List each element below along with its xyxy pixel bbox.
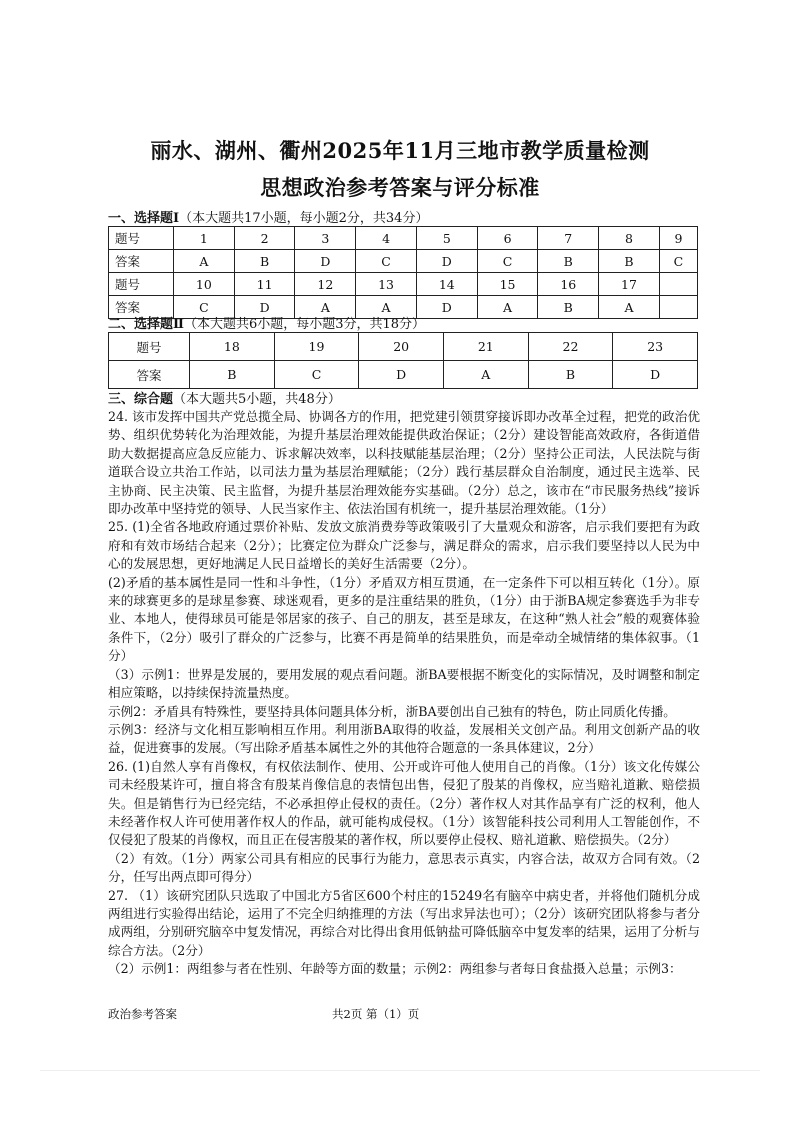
table-cell: 23	[613, 333, 698, 361]
table-cell: D	[234, 296, 295, 319]
table-cell: 8	[599, 227, 660, 250]
table-cell: 9	[659, 227, 697, 250]
row-label: 答案	[109, 250, 174, 273]
table-cell: 2	[234, 227, 295, 250]
table-cell: 13	[356, 273, 417, 296]
table-cell: A	[174, 250, 235, 273]
table-cell: A	[443, 361, 528, 389]
table-cell: B	[190, 361, 275, 389]
table-cell: B	[538, 296, 599, 319]
divider	[40, 1070, 760, 1071]
table-cell: 20	[359, 333, 444, 361]
answer-q26-2: （2）有效。（1分）两家公司具有相应的民事行为能力，意思表示真实，内容合法，故双方合同有效。（2分，任写出两点即可得分）	[108, 850, 700, 885]
table-cell: 21	[443, 333, 528, 361]
choice-table-2	[108, 332, 698, 389]
answer-q25-3-example-1: （3）示例1：世界是发展的，要用发展的观点看问题。浙BA要根据不断变化的实际情况，及时调整和制定相应策略，以持续保持流量热度。	[108, 666, 700, 701]
table-cell: A	[295, 296, 356, 319]
table-cell: B	[528, 361, 613, 389]
table-cell: 6	[477, 227, 538, 250]
section-1-note: （本大题共17小题，每小题2分，共34分）	[179, 211, 429, 226]
table-cell: B	[234, 250, 295, 273]
table-cell: D	[416, 296, 477, 319]
answer-q27-1: 27. （1）该研究团队只选取了中国北方5省区600个村庄的15249名有脑卒中病史者，并将他们随机分成两组进行实验得出结论，运用了不完全归纳推理的方法（写出求异法也可）；（2分）该研究团队将参与者分成两组，分别研究脑卒中复发情况，再综合对比得出食用低钠盐可降低脑卒中复发率的结果，运用了分析与综合方法。（2分）	[108, 887, 700, 958]
row-label: 题号	[109, 227, 174, 250]
table-row	[109, 273, 698, 296]
answer-q25-3-example-3: 示例3：经济与文化相互影响相互作用。利用浙BA取得的收益，发展相关文创产品。利用文创新产品的收益，促进赛事的发展。（写出除矛盾基本属性之外的其他符合题意的一条具体建议，2分）	[108, 721, 700, 756]
section-2-note: （本大题共6小题，每小题3分，共18分）	[183, 317, 426, 332]
table-cell: D	[359, 361, 444, 389]
footer-label: 政治参考答案	[108, 1007, 177, 1021]
table-cell: C	[356, 250, 417, 273]
table-row	[109, 361, 698, 389]
answer-q25-1: 25. (1)全省各地政府通过票价补贴、发放文旅消费券等政策吸引了大量观众和游客，启示我们要把有为政府和有效市场结合起来（2分）；比赛定位为群众广泛参与，满足群众的需求，启示我们要坚持以人民为中心的发展思想，更好地满足人民日益增长的美好生活需要（2分）。	[108, 519, 700, 572]
table-cell: C	[274, 361, 359, 389]
table-cell: 7	[538, 227, 599, 250]
section-2-heading	[108, 313, 425, 332]
table-cell: D	[416, 250, 477, 273]
table-cell: A	[356, 296, 417, 319]
table-cell: C	[477, 250, 538, 273]
table-cell: 10	[174, 273, 235, 296]
page-number: 共2页 第（1）页	[332, 1007, 420, 1021]
table-cell: 14	[416, 273, 477, 296]
answer-q25-3-example-2: 示例2：矛盾具有特殊性，要坚持具体问题具体分析，浙BA要创出自己独有的特色，防止同质化传播。	[108, 703, 676, 719]
choice-table-1	[108, 226, 698, 319]
page-title: 丽水、湖州、衢州2025年11月三地市教学质量检测	[150, 138, 650, 163]
answer-body	[108, 408, 700, 979]
answer-q25-2: (2)矛盾的基本属性是同一性和斗争性，（1分）矛盾双方相互贯通，在一定条件下可以相互转化（1分）。原来的球赛更多的是球星参赛、球迷观看，更多的是注重结果的胜负，（1分）由于浙BA规定参赛选手为非专业、本地人，使得球员可能是邻居家的孩子、自己的朋友，甚至是球友，在这种“熟人社会”般的观赛体验条件下，（2分）吸引了群众的广泛参与，比赛不再是简单的结果胜负，而是牵动全城情绪的集体叙事。（1分）	[108, 574, 700, 664]
answer-q24: 24. 该市发挥中国共产党总揽全局、协调各方的作用，把党建引领贯穿接诉即办改革全过程，把党的政治优势、组织优势转化为治理效能，为提升基层治理效能提供政治保证；（2分）建设智能高效政府，各街道借助大数据提高应急反应能力、诉求解决效率，以科技赋能基层治理；（2分）坚持公正司法，人民法院与街道联合设立共治工作站，以司法力量为基层治理赋能；（2分）践行基层群众自治制度，通过民主选举、民主协商、民主决策、民主监督，为提升基层治理效能夯实基础。（2分）总之，该市在“市民服务热线”接诉即办改革中坚持党的领导、人民当家作主、依法治国有机统一，提升基层治理效能。（1分）	[108, 409, 700, 517]
answer-q27-2: （2）示例1：两组参与者在性别、年龄等方面的数量；示例2：两组参与者每日食盐摄入总量；示例3：	[108, 961, 682, 977]
section-3-heading	[108, 388, 341, 407]
table-cell: 12	[295, 273, 356, 296]
row-label: 答案	[109, 361, 190, 389]
table-cell: 5	[416, 227, 477, 250]
table-cell: 4	[356, 227, 417, 250]
table-cell: 1	[174, 227, 235, 250]
page-subtitle: 思想政治参考答案与评分标准	[260, 175, 540, 200]
table-row	[109, 227, 698, 250]
table-cell: A	[477, 296, 538, 319]
row-label: 答案	[109, 296, 174, 319]
table-cell	[659, 273, 697, 296]
table-cell: B	[538, 250, 599, 273]
table-cell: 3	[295, 227, 356, 250]
table-cell: D	[613, 361, 698, 389]
row-label: 题号	[109, 273, 174, 296]
row-label: 题号	[109, 333, 190, 361]
table-row	[109, 250, 698, 273]
table-cell	[659, 296, 697, 319]
table-cell: 18	[190, 333, 275, 361]
section-1-title: 一、选择题Ⅰ	[108, 211, 180, 226]
answer-q26-1: 26. (1)自然人享有肖像权，有权依法制作、使用、公开或许可他人使用自己的肖像。（1分）该文化传媒公司未经殷某许可，擅自将含有殷某肖像信息的表情包出售，侵犯了殷某的肖像权，应当赔礼道歉、赔偿损失。但是销售行为已经完结，不必承担停止侵权的责任。（2分）著作权人对其作品享有广泛的权利，他人未经著作权人许可使用著作权人的作品，就可能构成侵权。（1分）该智能科技公司利用人工智能创作，不仅侵犯了殷某的肖像权，而且正在侵害殷某的著作权，所以要停止侵权、赔礼道歉、赔偿损失。（2分）	[108, 758, 700, 848]
table-cell: D	[295, 250, 356, 273]
table-cell: 17	[599, 273, 660, 296]
table-cell: 15	[477, 273, 538, 296]
table-cell: 11	[234, 273, 295, 296]
section-2-title: 二、选择题Ⅱ	[108, 317, 184, 332]
table-cell: B	[599, 250, 660, 273]
section-1-heading	[108, 207, 428, 226]
table-cell: 19	[274, 333, 359, 361]
table-cell: 16	[538, 273, 599, 296]
table-cell: 22	[528, 333, 613, 361]
table-row	[109, 333, 698, 361]
table-cell: C	[174, 296, 235, 319]
table-cell: A	[599, 296, 660, 319]
table-cell: C	[659, 250, 697, 273]
section-3-title: 三、综合题	[108, 392, 174, 407]
section-3-note: （本大题共5小题，共48分）	[173, 392, 341, 407]
